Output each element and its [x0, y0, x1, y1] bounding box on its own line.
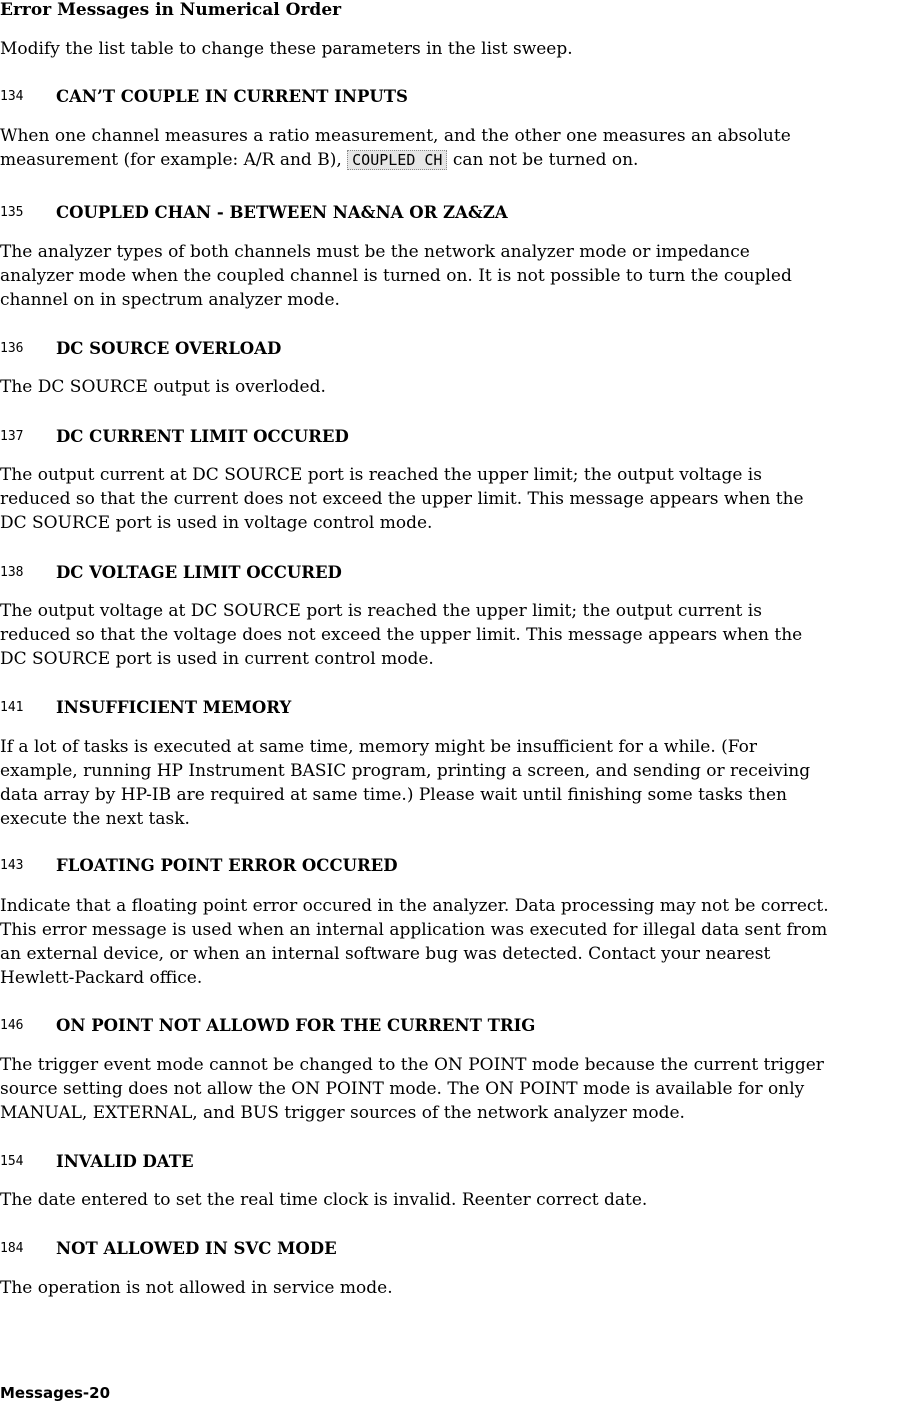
error-message: NOT ALLOWED IN SVC MODE: [56, 1238, 337, 1258]
description-line: reduced so that the current does not exceed the upper limit. This message appears when the: [0, 489, 804, 509]
description-line: data array by HP-IB are required at same time.) Please wait until finishing some tasks then: [0, 785, 788, 805]
description-line: Hewlett-Packard office.: [0, 968, 203, 988]
error-message: CAN’T COUPLE IN CURRENT INPUTS: [56, 86, 408, 106]
error-137-header: [0, 425, 349, 447]
intro-paragraph: Modify the list table to change these parameters in the list sweep.: [0, 39, 573, 59]
error-154-header: [0, 1150, 194, 1172]
error-code: 135: [0, 204, 24, 220]
error-134-header: [0, 85, 408, 107]
description-text: can not be turned on.: [447, 150, 639, 170]
error-143-header: [0, 854, 398, 876]
error-message: INVALID DATE: [56, 1151, 194, 1171]
error-134-description: [0, 124, 903, 172]
error-code: 134: [0, 88, 24, 104]
coupled-ch-softkey: COUPLED CH: [347, 150, 447, 170]
description-line: Indicate that a floating point error occured in the analyzer. Data processing may not be correct.: [0, 896, 829, 916]
description-line: [0, 148, 903, 172]
error-135-description: [0, 240, 903, 312]
error-136-header: [0, 337, 281, 359]
description-line: The operation is not allowed in service mode.: [0, 1278, 393, 1298]
error-143-description: [0, 894, 903, 990]
error-code: 143: [0, 857, 24, 873]
description-line: execute the next task.: [0, 809, 190, 829]
error-138-description: [0, 599, 903, 671]
error-message: DC CURRENT LIMIT OCCURED: [56, 426, 349, 446]
description-line: The analyzer types of both channels must be the network analyzer mode or impedance: [0, 242, 750, 262]
error-146-header: [0, 1014, 535, 1036]
description-line: When one channel measures a ratio measurement, and the other one measures an absolute: [0, 126, 791, 146]
description-line: The trigger event mode cannot be changed to the ON POINT mode because the current trigger: [0, 1055, 824, 1075]
error-message: DC VOLTAGE LIMIT OCCURED: [56, 562, 342, 582]
error-message: DC SOURCE OVERLOAD: [56, 338, 282, 358]
description-line: The date entered to set the real time clock is invalid. Reenter correct date.: [0, 1190, 648, 1210]
error-141-description: [0, 735, 903, 831]
error-138-header: [0, 561, 342, 583]
description-line: If a lot of tasks is executed at same time, memory might be insufficient for a while. (For: [0, 737, 758, 757]
description-line: an external device, or when an internal software bug was detected. Contact your nearest: [0, 944, 771, 964]
description-line: The DC SOURCE output is overloded.: [0, 377, 326, 397]
error-code: 184: [0, 1240, 24, 1256]
error-136-description: [0, 375, 903, 399]
description-line: DC SOURCE port is used in voltage control mode.: [0, 513, 433, 533]
description-line: channel on in spectrum analyzer mode.: [0, 290, 340, 310]
error-message: ON POINT NOT ALLOWD FOR THE CURRENT TRIG: [56, 1015, 536, 1035]
error-message: COUPLED CHAN - BETWEEN NA&NA OR ZA&ZA: [56, 202, 508, 222]
error-message: INSUFFICIENT MEMORY: [56, 697, 292, 717]
description-text: measurement (for example: A/R and B),: [0, 150, 348, 170]
description-line: DC SOURCE port is used in current control mode.: [0, 649, 434, 669]
error-146-description: [0, 1053, 903, 1125]
error-184-description: [0, 1276, 903, 1300]
error-135-header: [0, 201, 508, 223]
description-line: example, running HP Instrument BASIC program, printing a screen, and sending or receiving: [0, 761, 811, 781]
error-message: FLOATING POINT ERROR OCCURED: [56, 855, 398, 875]
error-code: 138: [0, 564, 24, 580]
error-code: 154: [0, 1153, 24, 1169]
error-184-header: [0, 1237, 337, 1259]
description-line: MANUAL, EXTERNAL, and BUS trigger sources of the network analyzer mode.: [0, 1103, 685, 1123]
error-code: 137: [0, 428, 24, 444]
description-line: analyzer mode when the coupled channel is turned on. It is not possible to turn the coupled: [0, 266, 792, 286]
page-footer-label: Messages-20: [0, 1384, 111, 1402]
description-line: source setting does not allow the ON POINT mode. The ON POINT mode is available for only: [0, 1079, 805, 1099]
section-title: Error Messages in Numerical Order: [0, 0, 342, 20]
description-line: reduced so that the voltage does not exceed the upper limit. This message appears when the: [0, 625, 803, 645]
error-141-header: [0, 696, 291, 718]
description-line: The output voltage at DC SOURCE port is reached the upper limit; the output current is: [0, 601, 762, 621]
description-line: The output current at DC SOURCE port is reached the upper limit; the output voltage is: [0, 465, 762, 485]
error-code: 136: [0, 340, 24, 356]
error-code: 146: [0, 1017, 24, 1033]
error-code: 141: [0, 699, 24, 715]
error-137-description: [0, 463, 903, 535]
description-line: This error message is used when an internal application was executed for illegal data sent from: [0, 920, 828, 940]
error-154-description: [0, 1188, 903, 1212]
